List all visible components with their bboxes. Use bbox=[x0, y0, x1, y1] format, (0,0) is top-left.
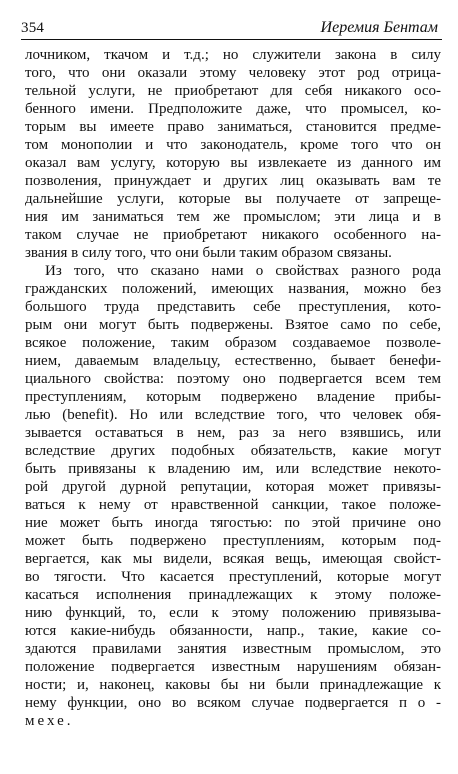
text-line: здаются правилами занятия известным промыслом, это bbox=[25, 641, 441, 657]
text-line: рым они могут быть подвержены. Взятое само по себе, bbox=[25, 317, 441, 333]
header-rule bbox=[21, 39, 442, 40]
text-line: нию функций, то, если к этому положению привязыва- bbox=[25, 605, 441, 621]
text-line: Из того, что сказано нами о свойствах разного рода bbox=[45, 263, 441, 279]
text-line: вследствие других подобных обязательств, какие могут bbox=[25, 443, 441, 459]
page-number: 354 bbox=[21, 20, 45, 36]
body-text bbox=[25, 46, 441, 730]
text-line: циального свойства: поэтому оно подвергается всем тем bbox=[25, 371, 441, 387]
text-line: всякое положение, таким образом создаваемое позволе- bbox=[25, 335, 441, 351]
text-line: того, что они оказали этому человеку этот род отрица- bbox=[25, 65, 441, 81]
running-head: Иеремия Бентам bbox=[320, 19, 438, 36]
text-line: таком случае не приобретают никакого особенного на- bbox=[25, 227, 441, 243]
text-line: во тягости. Что касается преступлений, которые могут bbox=[25, 569, 441, 585]
paragraph-1 bbox=[25, 46, 441, 262]
text-line: ние может быть иногда тягостью: по этой причине оно bbox=[25, 515, 441, 531]
text-line: большого труда представить себе преступления, кото- bbox=[25, 299, 441, 315]
text-line: дальнейшие услуги, которые вы получаете от запреще- bbox=[25, 191, 441, 207]
text-line: нему функции, оно во всяком случае подвергается п о - bbox=[25, 695, 441, 711]
text-line: преступлениям, которым подвержено владение прибы- bbox=[25, 389, 441, 405]
text-line: положение подвергается известным нарушениям обязан- bbox=[25, 659, 441, 675]
text-line: быть привязаны к владению им, или вследствие некото- bbox=[25, 461, 441, 477]
text-line: звания в силу того, что они были таким образом связаны. bbox=[25, 245, 392, 261]
text-line: может быть подвержено преступлениям, которым под- bbox=[25, 533, 441, 549]
text-line: мехе. bbox=[25, 713, 74, 729]
text-line: ния им заниматься тем же промыслом; эти лица и в bbox=[25, 209, 441, 225]
text-line: гражданских положений, имеющих названия, можно без bbox=[25, 281, 441, 297]
text-line: торым вы имеете право заниматься, становится предме- bbox=[25, 119, 441, 135]
text-line: ности; и, наконец, каковы бы ни были принадлежащие к bbox=[25, 677, 441, 693]
text-line: том монополии и что законодатель, кроме того что он bbox=[25, 137, 441, 153]
paragraph-2 bbox=[25, 262, 441, 730]
text-line: лью (benefit). Но или вследствие того, что человек обя- bbox=[25, 407, 441, 423]
text-line: вергается, как мы видели, всякая вещь, имеющая свойст- bbox=[25, 551, 441, 567]
text-line: тельной услуги, не приобретают для себя никакого осо- bbox=[25, 83, 441, 99]
text-line: бенного имени. Предположите даже, что промысел, ко- bbox=[25, 101, 441, 117]
page-header bbox=[21, 12, 442, 40]
text-line: касаться исполнения принадлежащих к этому положе- bbox=[25, 587, 441, 603]
text-line: ваться к нему от нравственной санкции, такое положе- bbox=[25, 497, 441, 513]
text-line: рой другой дурной репутации, которая может привязы- bbox=[25, 479, 441, 495]
text-line: ются какие-нибудь обязанности, напр., такие, какие со- bbox=[25, 623, 441, 639]
text-line: зывается оставаться в нем, раз за него взявшись, или bbox=[25, 425, 441, 441]
text-line: лочником, ткачом и т.д.; но служители закона в силу bbox=[25, 47, 441, 63]
text-line: нием, даваемым владельцу, естественно, бывает бенефи- bbox=[25, 353, 441, 369]
text-line: оказал вам услугу, которую вы извлекаете из данного им bbox=[25, 155, 441, 171]
text-line: позволения, принуждает и других лиц оказывать вам те bbox=[25, 173, 441, 189]
